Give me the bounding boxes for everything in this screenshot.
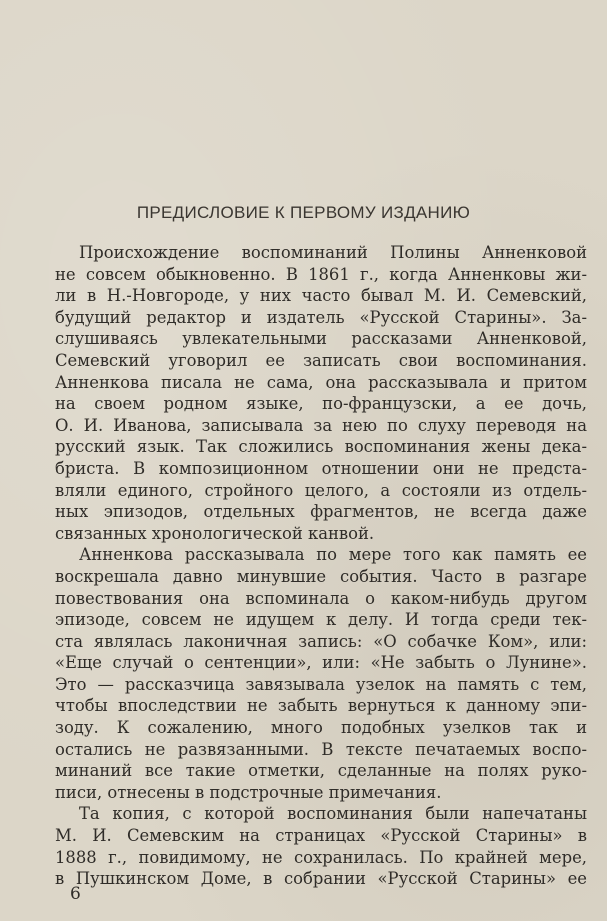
text-line: ста являлась лаконичная запись: «О собачке Ком», или: [55,631,587,651]
text-line: чтобы впоследствии не забыть вернуться к данному эпи- [55,696,587,716]
text-line: «Еще случай о сентенции», или: «Не забыть о Лунине». [55,653,587,673]
text-line: О. И. Иванова, записывала за нею по слуху переводя на [55,415,587,435]
text-line: Происхождение воспоминаний Полины Анненковой [79,243,587,262]
text-line: 1888 г., повидимому, не сохранилась. По крайней мере, [55,847,587,867]
text-line: Анненкова рассказывала по мере того как память ее [79,545,587,565]
chapter-heading: ПРЕДИСЛОВИЕ К ПЕРВОМУ ИЗДАНИЮ [136,203,471,222]
text-line: М. И. Семевским на страницах «Русской Старины» в [55,826,587,846]
text-line: слушиваясь увлекательными рассказами Анненковой, [55,329,587,349]
text-line: остались не развязанными. В тексте печатаемых воспо- [55,739,587,759]
page-number: 6 [70,884,81,904]
text-line: будущий редактор и издатель «Русской Старины». За- [55,307,587,327]
text-line: на своем родном языке, по-французски, а ее дочь, [55,394,587,414]
text-line: ли в Н.-Новгороде, у них часто бывал М. И. Семевский, [55,286,587,306]
text-line: эпизоде, совсем не идущем к делу. И тогда среди тек- [55,610,587,630]
text-line: бриста. В композиционном отношении они не предста- [55,458,587,478]
text-line: повествования она вспоминала о каком-нибудь другом [55,588,587,608]
text-line: русский язык. Так сложились воспоминания жены дека- [55,437,587,457]
text-line: не совсем обыкновенно. В 1861 г., когда Анненковы жи- [55,264,587,284]
text-line: зоду. К сожалению, много подобных узелков так и [55,718,587,738]
text-line: писи, отнесены в подстрочные примечания. [55,782,442,802]
text-line: связанных хронологической канвой. [55,523,375,543]
text-line: Это — рассказчица завязывала узелок на память с тем, [55,674,587,694]
text-line: минаний все такие отметки, сделанные на полях руко- [55,761,587,781]
text-line: Та копия, с которой воспоминания были напечатаны [79,804,587,824]
text-line: воскрешала давно минувшие события. Часто в разгаре [55,566,587,586]
body-text [55,242,587,890]
text-line: вляли единого, стройного целого, а состояли из отдель- [55,480,587,500]
text-line: в Пушкинском Доме, в собрании «Русской Старины» ее [55,869,587,889]
text-line: ных эпизодов, отдельных фрагментов, не всегда даже [55,502,587,522]
text-line: Семевский уговорил ее записать свои воспоминания. [55,350,587,370]
text-line: Анненкова писала не сама, она рассказывала и притом [55,372,587,392]
